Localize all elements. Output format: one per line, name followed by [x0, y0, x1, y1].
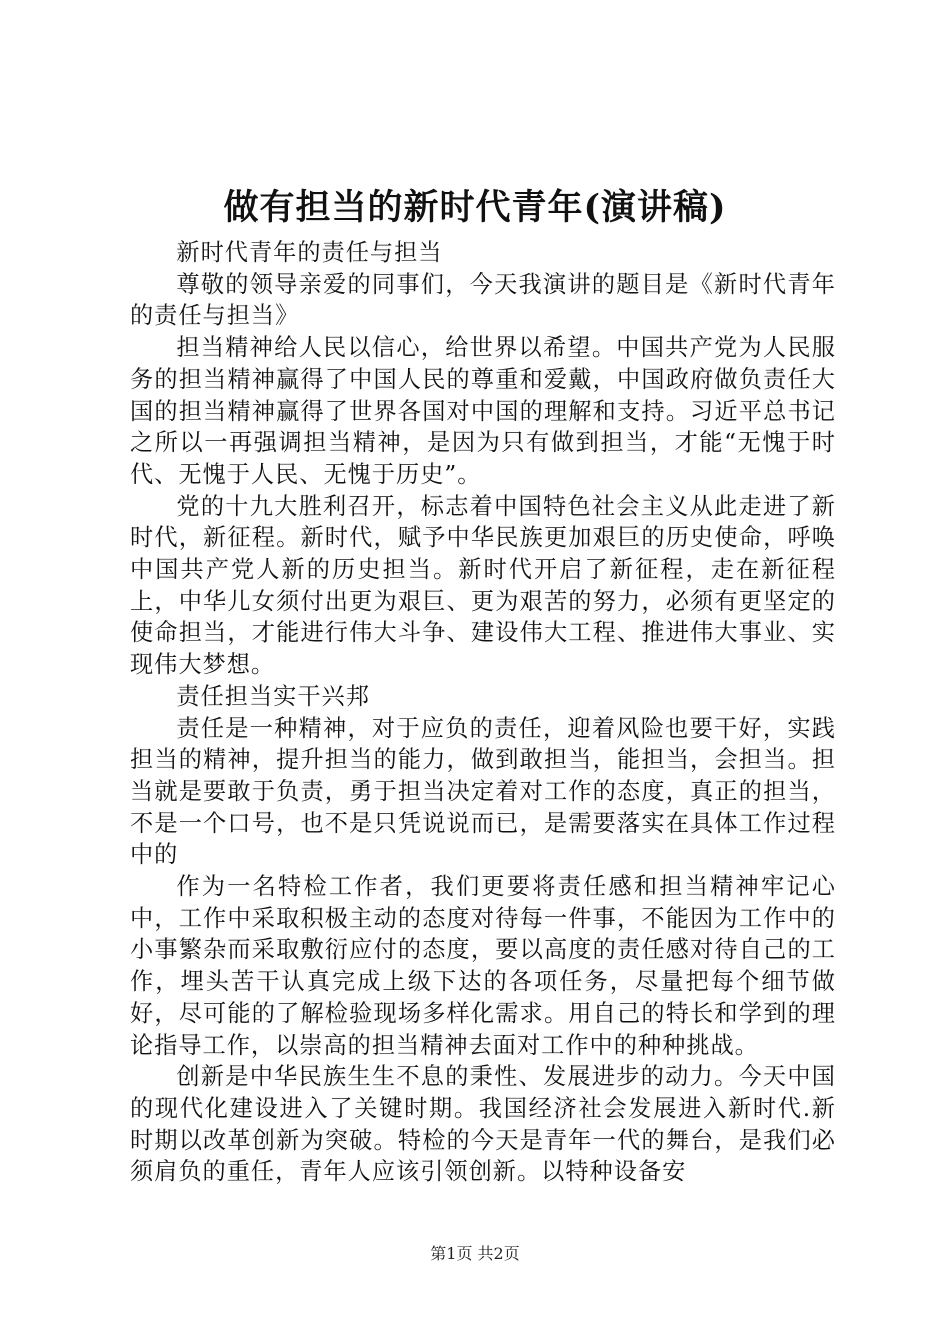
- paragraph: 担当精神给人民以信心，给世界以希望。中国共产党为人民服务的担当精神赢得了中国人民的尊重和爱戴，中国政府做负责任大国的担当精神赢得了世界各国对中国的理解和支持。习近平总书记之所以一再强调担当精神，是因为只有做到担当，才能“无愧于时代、无愧于人民、无愧于历史”。: [130, 334, 836, 488]
- document-body: [130, 237, 836, 1188]
- page-number-footer: 第1页 共2页: [430, 1244, 520, 1263]
- paragraph: 作为一名特检工作者，我们更要将责任感和担当精神牢记心中，工作中采取积极主动的态度对待每一件事，不能因为工作中的小事繁杂而采取敷衍应付的态度，要以高度的责任感对待自己的工作，埋头苦干认真完成上级下达的各项任务，尽量把每个细节做好，尽可能的了解检验现场多样化需求。用自己的特长和学到的理论指导工作，以崇高的担当精神去面对工作中的种种挑战。: [130, 873, 836, 1059]
- document-title: 做有担当的新时代青年(演讲稿): [223, 187, 727, 228]
- section-heading: 责任担当实干兴邦: [176, 682, 370, 710]
- paragraph-subtitle: 新时代青年的责任与担当: [176, 239, 443, 266]
- paragraph-greeting: 尊敬的领导亲爱的同事们，今天我演讲的题目是《新时代青年的责任与担当》: [130, 270, 836, 330]
- paragraph: 党的十九大胜利召开，标志着中国特色社会主义从此走进了新时代，新征程。新时代，赋予中华民族更加艰巨的历史使命，呼唤中国共产党人新的历史担当。新时代开启了新征程，走在新征程上，中华儿女须付出更为艰巨、更为艰苦的努力，必须有更坚定的使命担当，才能进行伟大斗争、建设伟大工程、推进伟大事业、实现伟大梦想。: [130, 492, 836, 679]
- paragraph: 责任是一种精神，对于应负的责任，迎着风险也要干好，实践担当的精神，提升担当的能力，做到敢担当，能担当，会担当。担当就是要敢于负责，勇于担当决定着对工作的态度，真正的担当，不是一个口号，也不是只凭说说而已，是需要落实在具体工作过程中的: [130, 714, 836, 869]
- paragraph: 创新是中华民族生生不息的秉性、发展进步的动力。今天中国的现代化建设进入了关键时期。我国经济社会发展进入新时代.新时期以改革创新为突破。特检的今天是青年一代的舞台，是我们必须肩负的重任，青年人应该引领创新。以特种设备安: [130, 1063, 836, 1186]
